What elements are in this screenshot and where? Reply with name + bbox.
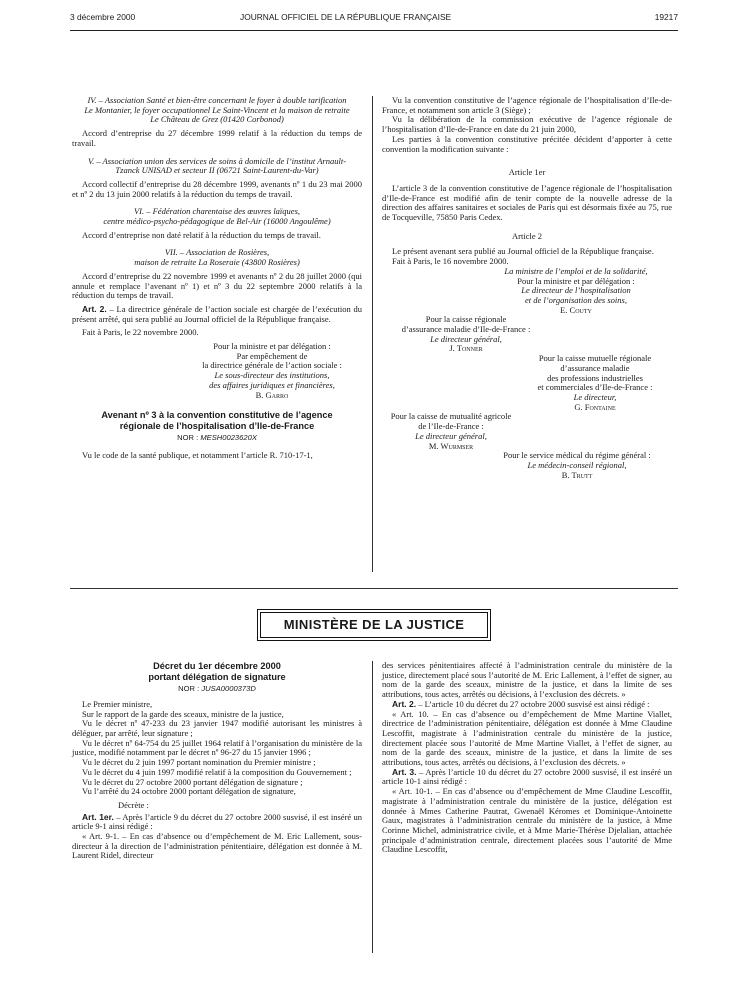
cram-signature (376, 315, 556, 354)
avenant-nor (72, 433, 362, 443)
decret-article-3 (382, 768, 672, 787)
decret-decrete: Décrète : (118, 799, 149, 810)
decret-nor-code: JUSA0000373D (201, 684, 256, 694)
cma-sig-2: de l’Ile-de-France : (418, 421, 484, 432)
decret-left-column (72, 661, 362, 861)
decret-article-1 (72, 813, 362, 832)
decret-nor (72, 684, 362, 694)
article-2-label: Art. 2. (82, 303, 107, 314)
header-date: 3 décembre 2000 (70, 12, 136, 22)
parties-decide: Les parties à la convention constitutive précitée décident d’apporter à cette convention la modification suivante : (382, 133, 672, 154)
cma-sig-1: Pour la caisse de mutualité agricole (390, 411, 512, 422)
decret-sur-rapport: Sur le rapport de la garde des sceaux, ministre de la justice, (82, 708, 284, 719)
section-vi-heading-2: centre médico-psycho-pédagogique de Bel-Air (16000 Angoulême) (103, 216, 331, 227)
avenant-title-line-1: Avenant nº 3 à la convention constitutive de l’agence (101, 410, 333, 421)
column-divider-top (372, 96, 373, 572)
ministry-sig-4: et de l’organisation des soins, (525, 294, 627, 305)
decret-title-line-1: Décret du 1er décembre 2000 (153, 661, 281, 671)
decret-vu-2000: Vu le décret du 27 octobre 2000 portant délégation de signature ; (82, 776, 303, 787)
section-vi-heading-1: VI. – Fédération charentaise des œuvres laïques, (133, 206, 301, 217)
signature-line-1: Pour la ministre et par délégation : (213, 341, 331, 352)
section-iv-heading: IV. – Association Santé et bien-être concernant le foyer à double tarification Le Montanier, le foyer occupationnel Le Saint-Vincent et la maison de retraite Le Château de Grez (01420 Corbonod) (84, 95, 350, 125)
medical-sig-1: Pour le service médical du régime général : (503, 450, 651, 461)
decret-vu-1947: Vu le décret nº 47-233 du 23 janvier 1947 modifié autorisant les ministres à déléguer, par arrêté, leur signature ; (72, 718, 362, 738)
header-page-number: 19217 (654, 12, 678, 22)
ministry-sig-1: La ministre de l’emploi et de la solidarité, (504, 265, 648, 276)
cram-sig-1: Pour la caisse régionale (425, 314, 507, 325)
cma-signature (376, 412, 526, 451)
decret-art1-text: – Après l’article 9 du décret du 27 octobre 2000 susvisé, il est inséré un article 9-1 ainsi rédigé : (72, 811, 363, 832)
ministry-sig-2: Pour la ministre et par délégation : (517, 275, 635, 286)
cmr-sig-2: d’assurance maladie (560, 362, 630, 373)
medical-sig-name: B. Trutt (561, 469, 593, 480)
column-divider-bottom (372, 661, 373, 953)
cram-sig-2: d’assurance maladie d’Ile-de-France : (401, 324, 531, 335)
ministry-heading: MINISTÈRE DE LA JUSTICE (260, 612, 488, 638)
decret-art3-text: – Après l’article 10 du décret du 27 octobre 2000 susvisé, il est inséré un article 10-1 ainsi rédigé : (382, 766, 672, 787)
signature-line-2: Par empêchement de (236, 350, 308, 361)
article-2-text: – La directrice générale de l’action sociale est chargée de l’exécution du présent arrêté, qui sera publié au Journal officiel de la République française. (72, 303, 362, 324)
section-v-heading: V. – Association union des services de soins à domicile de l’institut Arnault-Tzanck UNISAD et secteur II (06721 Saint-Laurent-du-Var) (87, 155, 347, 176)
decret-article-10-1: « Art. 10-1. – En cas d’absence ou d’empêchement de Mme Claudine Lescoffit, magistrate à l’administration centrale du ministère de la justice, délégation est donnée à Mmes Catherine Pautrat, Gwenaël Kéromes et Dominique-Antoinette Gaux, magistrates à l’administration centrale du ministère de la justice, à Mme Corinne Michel, administratrice civile, et à Mme Marie-Thérèse Djelalian, attachée principale d’administration centrale, directement placées sous l’autorité de Mme Claudine Lescoffit, (382, 786, 672, 855)
decret-vu-1964: Vu le décret nº 64-754 du 25 juillet 1964 relatif à l’organisation du ministère de la justice, modifié notamment par le décret nº 96-27 du 15 janvier 1996 ; (72, 737, 362, 758)
signature-line-3: la directrice générale de l’action sociale : (202, 360, 342, 371)
cmr-sig-3: des professions industrielles (547, 372, 643, 383)
article-2-paragraph (72, 305, 362, 324)
cram-sig-3: Le directeur général, (430, 333, 502, 344)
running-header (70, 12, 678, 26)
vu-deliberation: Vu la délibération de la commission exécutive de l’agence régionale de l’hospitalisation d’Ile-de-France en date du 21 juin 2000, (382, 114, 672, 135)
cmr-sig-5: Le directeur, (573, 391, 617, 402)
vu-convention: Vu la convention constitutive de l’agence régionale de l’hospitalisation d’Ile-de-France, et notamment son article 3 (Siège) ; (382, 95, 672, 115)
avenant-title-line-2: régionale de l’hospitalisation d’Ile-de-France (119, 420, 315, 431)
header-rule (70, 30, 678, 31)
ministry-sig-3: Le directeur de l’hospitalisation (521, 285, 631, 296)
signature-name: B. Garro (255, 389, 289, 400)
decret-vu-1997-composition: Vu le décret du 4 juin 1997 modifié relatif à la composition du Gouvernement ; (82, 766, 352, 777)
cmr-signature (518, 354, 672, 412)
section-vii-heading-1: VII. – Association de Rosières, (164, 247, 270, 258)
article-1-text: L’article 3 de la convention constitutive de l’agence régionale de l’hospitalisation d’Ile-de-France est modifié afin de tenir compte de la nouvelle adresse de la direction des affaires sanitaires et sociales de Paris qui est désormais fixée au 75, rue de Tocqueville, 75850 Paris Cedex. (382, 182, 672, 223)
decret-art1-label: Art. 1er. (82, 811, 114, 822)
article-2-text: Le présent avenant sera publié au Journal officiel de la République française. (392, 246, 654, 257)
decret-art2-label: Art. 2. (392, 698, 417, 709)
section-iv-text: Accord d’entreprise du 27 décembre 1999 relatif à la réduction du temps de travail. (72, 128, 362, 148)
section-v-text: Accord collectif d’entreprise du 28 décembre 1999, avenants nº 1 du 23 mai 2000 et nº 2 du 13 juin 2000 relatifs à la réduction du temps de travail. (72, 178, 362, 199)
section-vii-heading-2: maison de retraite La Roseraie (43800 Rosières) (134, 257, 300, 268)
done-at-paris-right: Fait à Paris, le 16 novembre 2000. (392, 256, 509, 267)
decret-right-column (382, 661, 672, 855)
signature-block (182, 342, 362, 400)
header-journal-title: JOURNAL OFFICIEL DE LA RÉPUBLIQUE FRANÇAISE (240, 12, 452, 22)
cma-sig-name: M. Wurmser (428, 440, 474, 451)
cmr-sig-4: et commerciales d’Ile-de-France : (537, 382, 653, 393)
cmr-sig-1: Pour la caisse mutuelle régionale (538, 353, 652, 364)
section-vii-text: Accord d’entreprise du 22 novembre 1999 et avenants nº 2 du 28 juillet 2000 (qui annule et remplace l’avenant nº 1) et nº 3 du 22 septembre 2000 relatifs à la réduction du temps de travail. (72, 270, 362, 301)
medical-sig-2: Le médecin-conseil régional, (527, 459, 627, 470)
cram-sig-name: J. Tonner (449, 343, 483, 354)
decret-nor-label: NOR : (178, 684, 202, 694)
decret-art91-continued: des services pénitentiaires affecté à l’administration centrale du ministère de la justice, directement placé sous l’autorité de M. Eric Lallement, à l’effet de signer, au nom de la garde des sceaux, ministre de la justice, et dans la limite de ses attributions, tous actes, arrêtés ou décisions, à l’exclusion des décrets. » (382, 660, 672, 700)
right-column-top (382, 96, 672, 480)
article-2-title: Article 2 (512, 230, 542, 241)
avenant-heading (72, 410, 362, 443)
cmr-sig-name: G. Fontaine (574, 401, 616, 412)
decret-art3-label: Art. 3. (392, 766, 417, 777)
avenant-vu-code: Vu le code de la santé publique, et notamment l’article R. 710-17-1, (82, 450, 313, 461)
decret-article-9-1: « Art. 9-1. – En cas d’absence ou d’empêchement de M. Eric Lallement, sous-directeur à la direction de l’administration pénitentiaire, délégation est donnée à M. Laurent Ridel, directeur (72, 831, 362, 861)
ministry-signature (480, 267, 672, 316)
decret-article-10: « Art. 10. – En cas d’absence ou d’empêchement de Mme Martine Viallet, directrice de l’administration pénitentiaire, délégation est donnée à Mme Claudine Lescoffit, magistrate à l’administration centrale du ministère de la justice, directement placée sous l’autorité de Mme Martine Viallet, à l’effet de signer, au nom de la garde des sceaux, ministre de la justice, et dans la limite de ses attributions, tous actes, arrêtés ou décisions, à l’exclusion des décrets. » (382, 708, 672, 768)
decret-vu-arrete: Vu l’arrêté du 24 octobre 2000 portant délégation de signature, (82, 786, 296, 797)
signature-line-4: Le sous-directeur des institutions, (214, 370, 330, 381)
decret-vu-1997-nomination: Vu le décret du 2 juin 1997 portant nomination du Premier ministre ; (82, 757, 316, 768)
medical-signature (482, 451, 672, 480)
signature-line-5: des affaires juridiques et financières, (209, 379, 335, 390)
done-at-paris: Fait à Paris, le 22 novembre 2000. (82, 327, 199, 338)
section-vi-text: Accord d’entreprise non daté relatif à la réduction du temps de travail. (82, 229, 321, 240)
section-separator (70, 588, 678, 589)
avenant-nor-label: NOR : (177, 433, 201, 443)
article-1-title: Article 1er (508, 167, 546, 178)
decret-premier-ministre: Le Premier ministre, (82, 698, 153, 709)
cma-sig-3: Le directeur général, (415, 430, 487, 441)
left-column-top (72, 96, 362, 461)
avenant-nor-code: MESH0023620X (200, 433, 257, 443)
decret-art2-text: – L’article 10 du décret du 27 octobre 2000 susvisé est ainsi rédigé : (416, 698, 650, 709)
decret-title-line-2: portant délégation de signature (148, 671, 286, 682)
ministry-sig-name: E. Couty (560, 304, 592, 315)
